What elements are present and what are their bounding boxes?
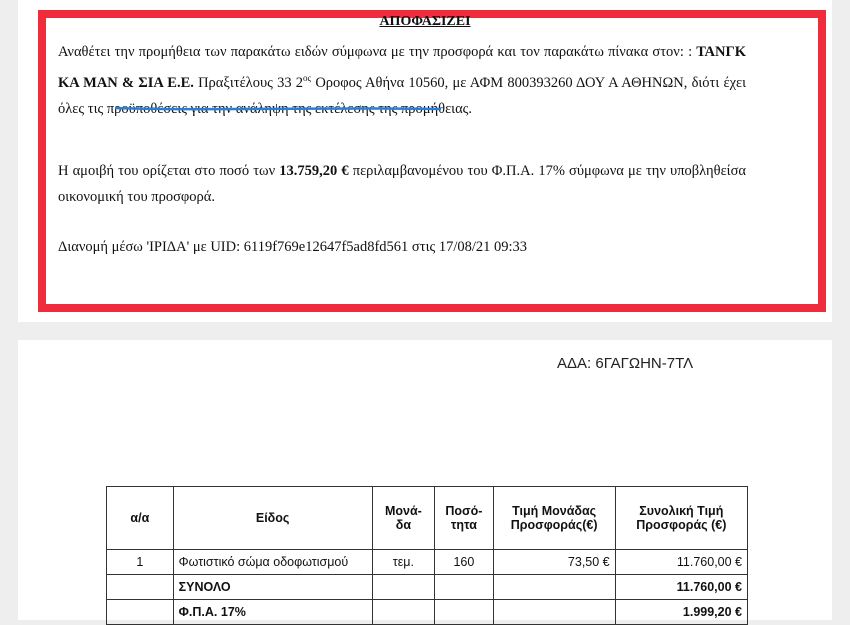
row-quantity: 160 <box>435 550 493 575</box>
award-intro: Αναθέτει την προμήθεια των παρακάτω ειδών σύμφωνα με την προσφορά και τον παρακάτω πίνακα στον: : <box>58 44 697 60</box>
floor-superscript: ος <box>303 73 312 83</box>
items-table <box>106 486 748 625</box>
header-unit: Μονά-δα <box>372 487 435 550</box>
row-unit-price: 73,50 € <box>493 550 615 575</box>
table-row <box>107 550 748 575</box>
pen-underline <box>115 104 441 112</box>
row-item: Φωτιστικό σώμα οδοφωτισμού <box>173 550 372 575</box>
vat-total: 1.999,20 € <box>615 600 747 625</box>
header-item: Είδος <box>173 487 372 550</box>
decision-title: ΑΠΟΦΑΣΙΖΕΙ <box>379 14 471 29</box>
sum-label: ΣΥΝΟΛΟ <box>173 575 372 600</box>
sum-row <box>107 575 748 600</box>
row-unit: τεμ. <box>372 550 435 575</box>
row-total: 11.760,00 € <box>615 550 747 575</box>
address-start: Πραξιτέλους 33 2 <box>193 74 304 91</box>
vat-row <box>107 600 748 625</box>
distribution-line: Διανομή μέσω 'ΙΡΙΔΑ' με UID: 6119f769e12647f5ad8fd561 στις 17/08/21 09:33 <box>58 239 528 255</box>
fee-intro: Η αμοιβή του ορίζεται στο ποσό των <box>58 163 280 179</box>
row-number: 1 <box>107 550 174 575</box>
header-total-price: Συνολική Τιμή Προσφοράς (€) <box>615 487 747 550</box>
vat-label: Φ.Π.Α. 17% <box>173 600 372 625</box>
sum-total: 11.760,00 € <box>615 575 747 600</box>
company-name: ΤΑΝΓΚ ΚΑ ΜΑΝ & ΣΙΑ Ε.Ε. <box>58 44 746 91</box>
address-rest: Οροφος Αθήνα 10560, με ΑΦΜ 800393260 ΔΟΥ Α ΑΘΗΝΩΝ, διότι έχει όλες τις προϋποθέσεις για την ανάληψη της εκτέλεσης της προμήθειας. <box>58 74 746 117</box>
fee-amount: 13.759,20 € <box>279 163 349 179</box>
header-quantity: Ποσό-τητα <box>435 487 493 550</box>
header-number: α/α <box>107 487 174 550</box>
table-header-row <box>107 487 748 550</box>
header-unit-price: Τιμή Μονάδας Προσφοράς(€) <box>493 487 615 550</box>
ada-code: ΑΔΑ: 6ΓΑΓΩΗΝ-7ΤΛ <box>557 355 694 372</box>
fee-paragraph <box>58 158 746 210</box>
fee-rest: περιλαμβανομένου του Φ.Π.Α. 17% σύμφωνα με την υποβληθείσα οικονομική του προσφορά. <box>58 163 746 205</box>
